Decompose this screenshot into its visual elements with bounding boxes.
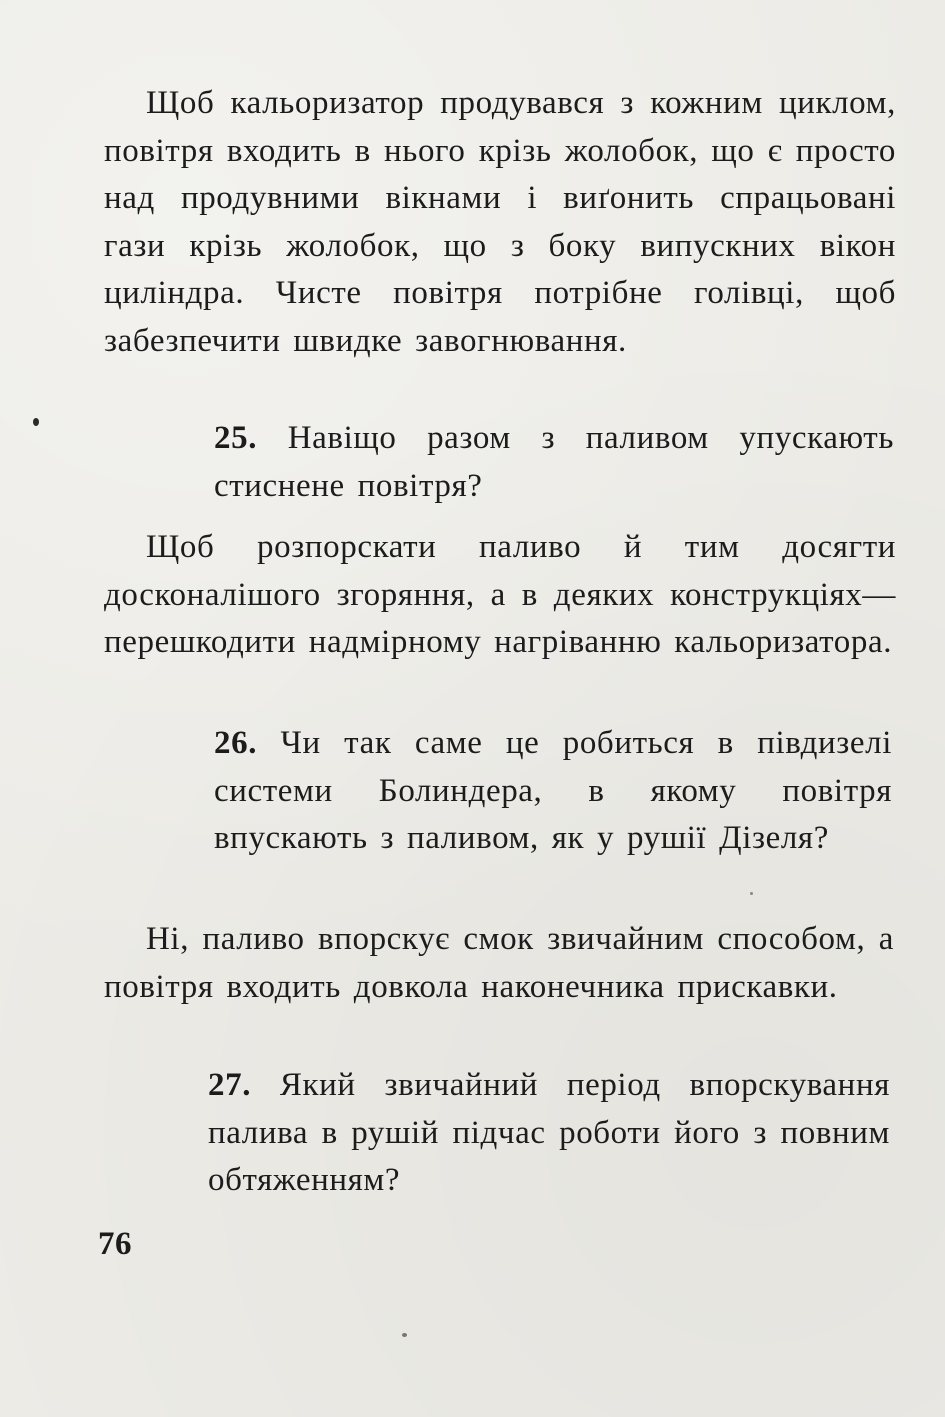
answer-26-paragraph xyxy=(104,916,894,1011)
answer-24-paragraph xyxy=(104,80,896,365)
ink-speck xyxy=(33,418,39,426)
question-25-number: 25. xyxy=(214,420,258,456)
question-26-number: 26. xyxy=(214,725,258,761)
question-26 xyxy=(214,720,892,863)
answer-25-paragraph xyxy=(104,524,896,667)
ink-speck xyxy=(750,892,753,895)
question-27 xyxy=(208,1062,890,1205)
ink-speck xyxy=(402,1333,407,1337)
question-25-text: Навіщо разом з паливом упускають стиснене повітря? xyxy=(214,420,894,504)
page-number: 76 xyxy=(98,1226,132,1262)
question-27-text: Який звичайний період впорскування палива в рушій підчас роботи його з повним обтяженням? xyxy=(208,1067,890,1198)
question-25 xyxy=(214,415,894,510)
question-26-text: Чи так саме це робиться в півдизелі системи Болиндера, в якому повітря впускають з паливом, як у рушії Дізеля? xyxy=(214,725,892,856)
question-27-number: 27. xyxy=(208,1067,252,1103)
answer-24-text: Щоб кальоризатор продувався з кожним циклом, повітря входить в нього крізь жолобок, що є просто над продувними вікнами і виґонить спрацьовані гази крізь жолобок, що з боку випускних вікон циліндра. Чисте повітря потрібне голівці, щоб забезпечити швидке завогнювання. xyxy=(104,85,896,359)
answer-25-text: Щоб розпорскати паливо й тим досягти досконалішого згоряння, а в деяких конструкціях—перешкодити надмірному нагріванню кальоризатора. xyxy=(104,529,896,660)
answer-26-text: Ні, паливо впорскує смок звичайним способом, а повітря входить довкола наконечника прискавки. xyxy=(104,921,894,1005)
